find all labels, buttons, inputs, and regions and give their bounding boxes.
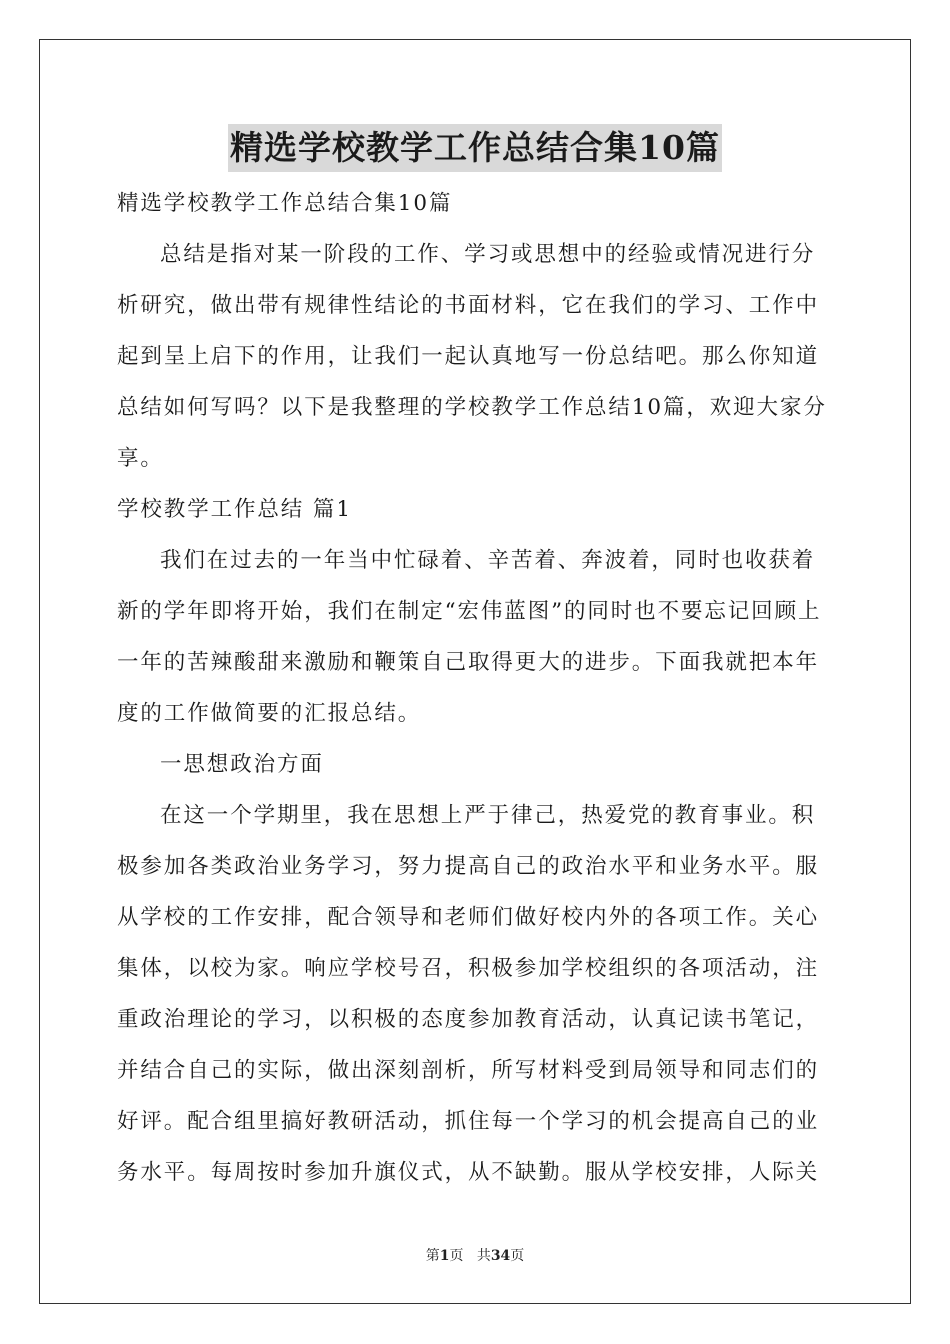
document-title: 精选学校教学工作总结合集10篇	[228, 124, 722, 172]
subsection-heading: 一思想政治方面	[160, 752, 324, 777]
paragraph: 在这一个学期里，我在思想上严于律己，热爱党的教育事业。积极参加各类政治业务学习，努力提高自己的政治水平和业务水平。服从学校的工作安排，配合领导和老师们做好校内外的各项工作。关心集体，以校为家。响应学校号召，积极参加学校组织的各项活动，注重政治理论的学习，以积极的态度参加教育活动，认真记读书笔记，并结合自己的实际，做出深刻剖析，所写材料受到局领导和同志们的好评。配合组里搞好教研活动，抓住每一个学习的机会提高自己的业务水平。每周按时参加升旗仪式，从不缺勤。服从学校安排，人际关	[117, 803, 820, 1185]
page-suffix: 页	[449, 1248, 464, 1264]
total-suffix: 页	[510, 1248, 525, 1264]
paragraph: 总结是指对某一阶段的工作、学习或思想中的经验或情况进行分析研究，做出带有规律性结论的书面材料，它在我们的学习、工作中起到呈上启下的作用，让我们一起认真地写一份总结吧。那么你知道总结如何写吗？以下是我整理的学校教学工作总结10篇，欢迎大家分享。	[117, 242, 827, 471]
section-heading: 学校教学工作总结 篇1	[117, 497, 352, 522]
total-pages: 34	[490, 1248, 511, 1264]
page-footer	[0, 1246, 950, 1266]
title-container	[0, 124, 950, 172]
paragraph: 精选学校教学工作总结合集10篇	[117, 191, 453, 216]
page-prefix: 第	[425, 1248, 440, 1264]
page-number: 1	[439, 1248, 450, 1264]
paragraph: 我们在过去的一年当中忙碌着、辛苦着、奔波着，同时也收获着新的学年即将开始，我们在制定“宏伟蓝图”的同时也不要忘记回顾上一年的苦辣酸甜来激励和鞭策自己取得更大的进步。下面我就把本年度的工作做简要的汇报总结。	[117, 548, 822, 726]
total-prefix: 共	[476, 1248, 491, 1264]
document-body	[117, 178, 833, 1198]
